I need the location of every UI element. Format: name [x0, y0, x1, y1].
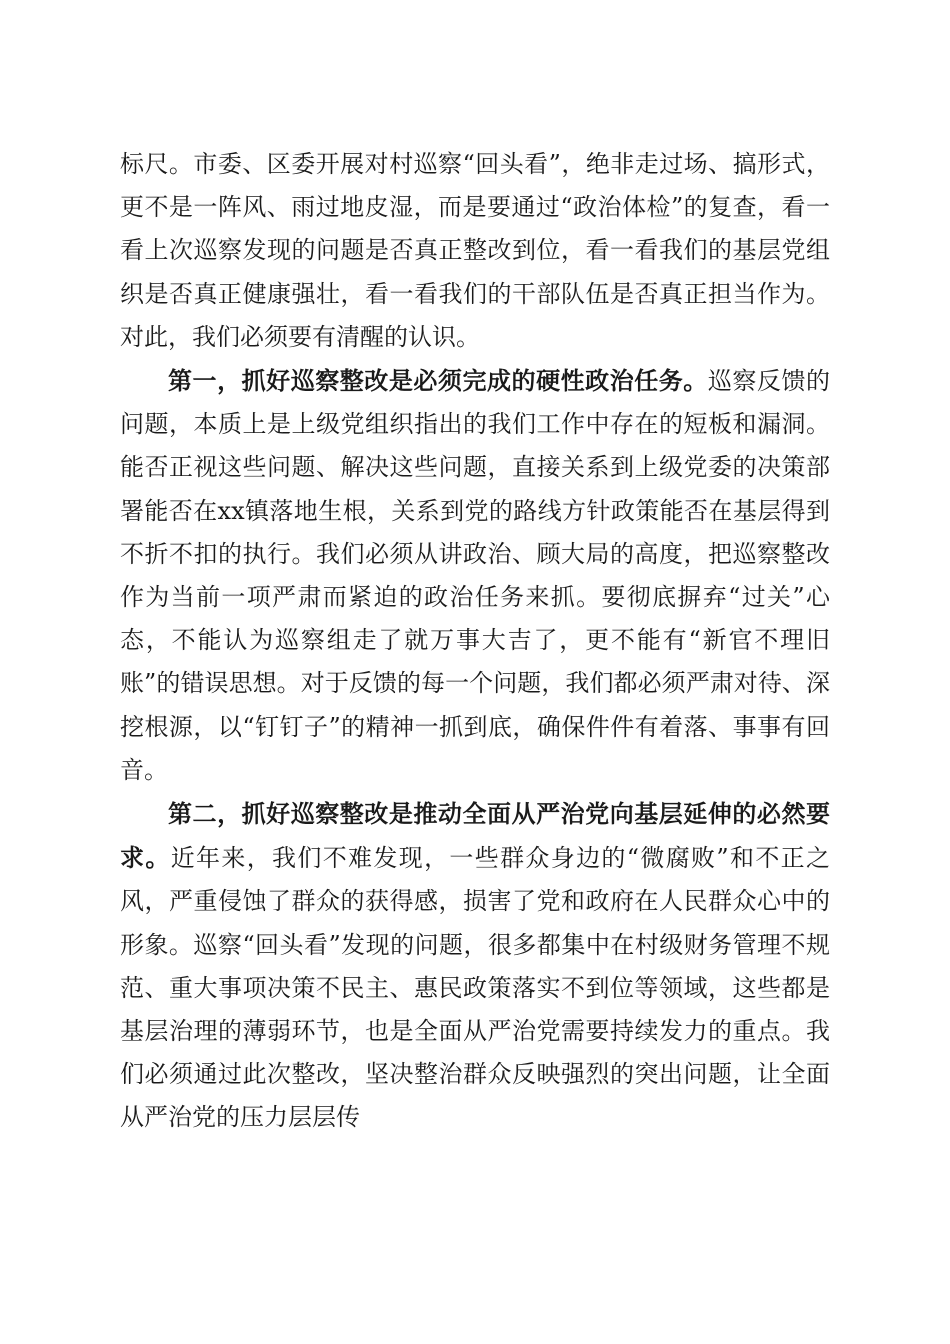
paragraph-text: 巡察反馈的问题，本质上是上级党组织指出的我们工作中存在的短板和漏洞。能否正视这些问题、解决这些问题，直接关系到上级党委的决策部署能否在xx镇落地生根，关系到党的路线方针政策能否在基层得到不折不扣的执行。我们必须从讲政治、顾大局的高度，把巡察整改作为当前一项严肃而紧迫的政治任务来抓。要彻底摒弃“过关”心态，不能认为巡察组走了就万事大吉了，更不能有“新官不理旧账”的错误思想。对于反馈的每一个问题，我们都必须严肃对待、深挖根源，以“钉钉子”的精神一抓到底，确保件件有着落、事事有回音。: [120, 367, 831, 784]
paragraph-text: 标尺。市委、区委开展对村巡察“回头看”，绝非走过场、搞形式，更不是一阵风、雨过地皮湿，而是要通过“政治体检”的复查，看一看上次巡察发现的问题是否真正整改到位，看一看我们的基层党组织是否真正健康强壮，看一看我们的干部队伍是否真正担当作为。对此，我们必须要有清醒的认识。: [120, 150, 830, 351]
paragraph-second-point: [120, 792, 830, 1140]
document-body: [120, 143, 830, 1140]
paragraph-text: 近年来，我们不难发现，一些群众身边的“微腐败”和不正之风，严重侵蚀了群众的获得感，损害了党和政府在人民群众心中的形象。巡察“回头看”发现的问题，很多都集中在村级财务管理不规范、重大事项决策不民主、惠民政策落实不到位等领域，这些都是基层治理的薄弱环节，也是全面从严治党需要持续发力的重点。我们必须通过此次整改，坚决整治群众反映强烈的突出问题，让全面从严治党的压力层层传: [120, 844, 831, 1132]
paragraph-heading: 第二，抓好巡察整改是推动全面从严治党向基层延伸的必然要求。: [120, 799, 830, 873]
paragraph-heading: 第一，抓好巡察整改是必须完成的硬性政治任务。: [168, 366, 708, 396]
paragraph-continuation: [120, 143, 830, 359]
paragraph-first-point: [120, 359, 830, 792]
